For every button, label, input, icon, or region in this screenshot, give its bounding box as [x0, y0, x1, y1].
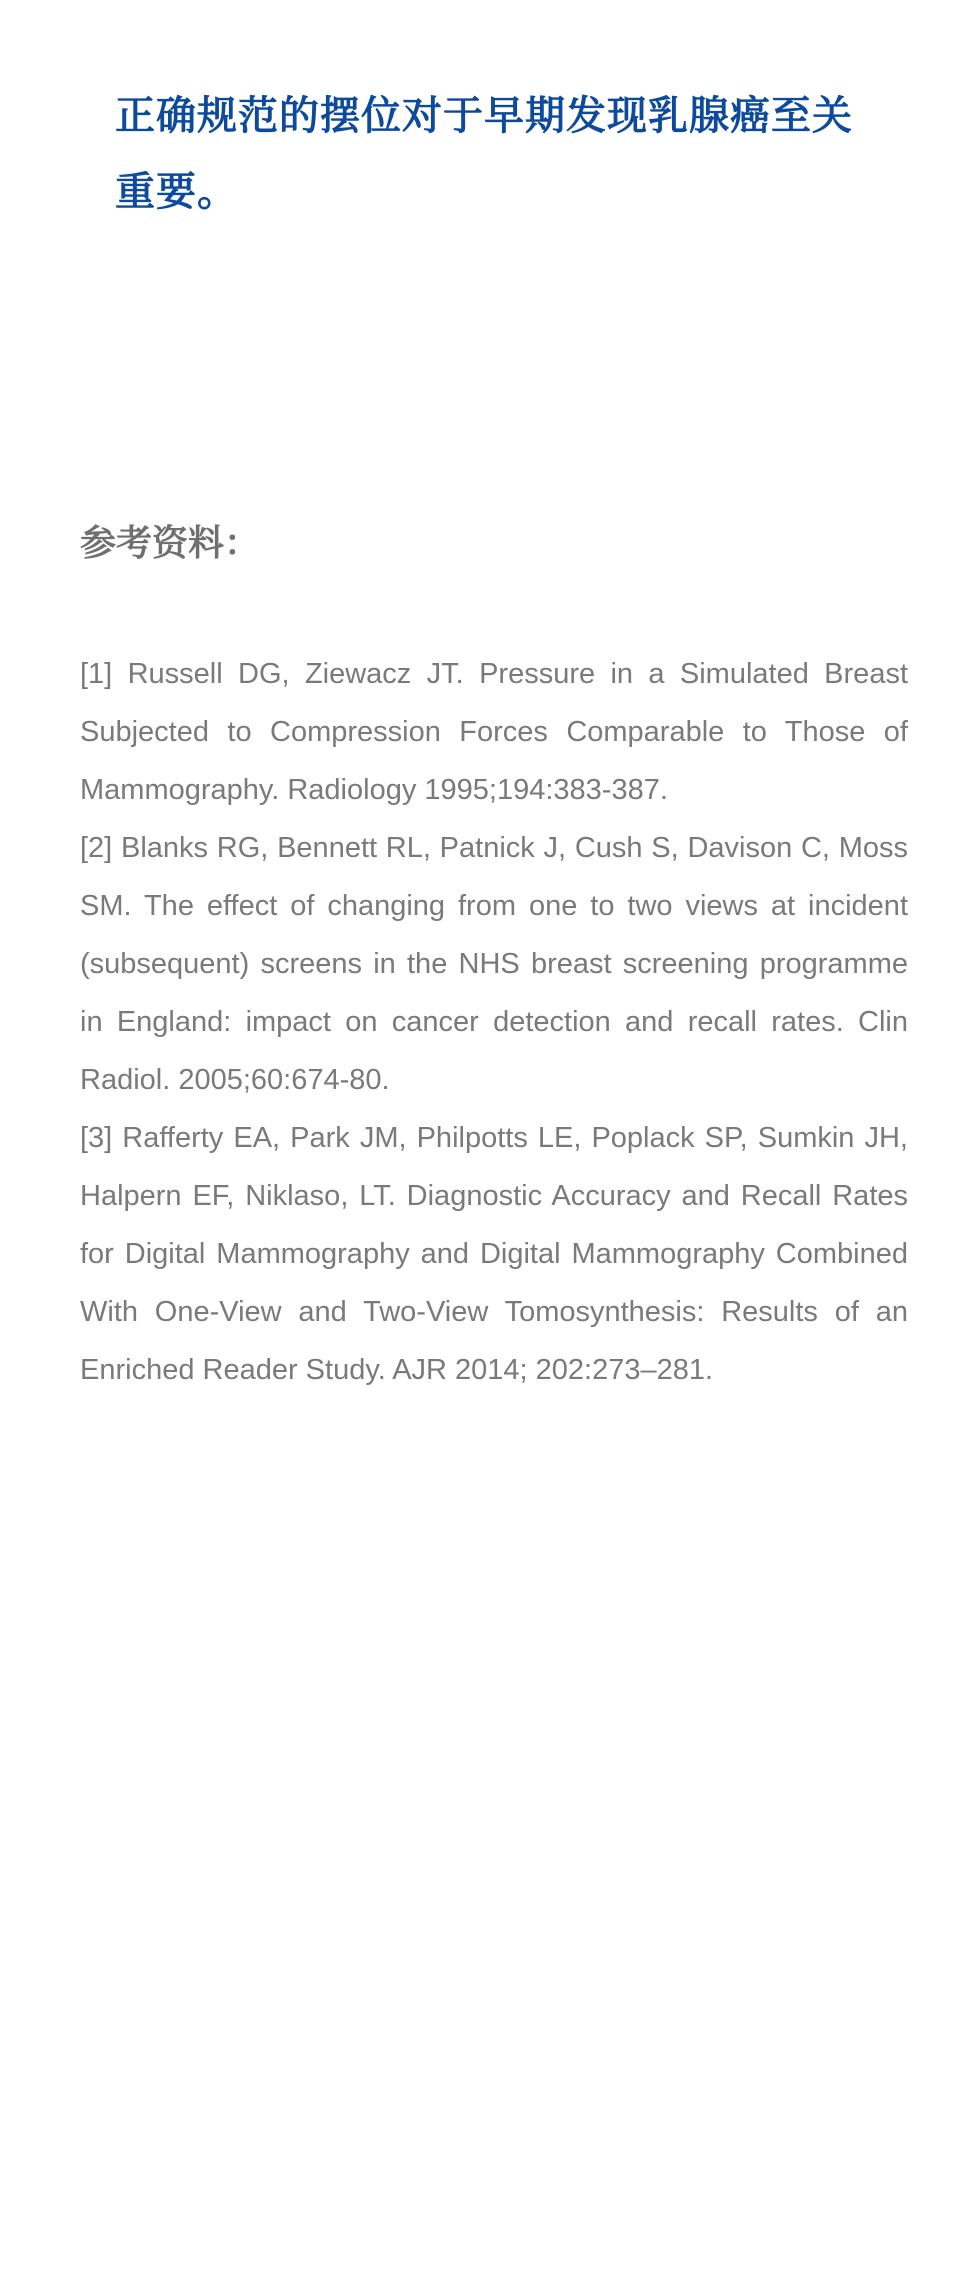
reference-item: [1] Russell DG, Ziewacz JT. Pressure in a Simulated Breast Subjected to Compression Forces Comparable to Those of Mammography. Radiology 1995;194:383-387. [80, 658, 908, 806]
reference-list [80, 645, 908, 1399]
references-heading: 参考资料： [80, 523, 261, 564]
headline: 正确规范的摆位对于早期发现乳腺癌至关重要。 [115, 93, 853, 215]
reference-item: [2] Blanks RG, Bennett RL, Patnick J, Cush S, Davison C, Moss SM. The effect of changing from one to two views at incident (subsequent) screens in the NHS breast screening programme in England: impact on cancer detection and recall rates. Clin Radiol. 2005;60:674-80. [80, 832, 908, 1096]
reference-item: [3] Rafferty EA, Park JM, Philpotts LE, Poplack SP, Sumkin JH, Halpern EF, Niklaso, LT. Diagnostic Accuracy and Recall Rates for Digital Mammography and Digital Mammography Combined With One-View and Two-View Tomosynthesis: Results of an Enriched Reader Study. AJR 2014; 202:273–281. [80, 1122, 908, 1386]
